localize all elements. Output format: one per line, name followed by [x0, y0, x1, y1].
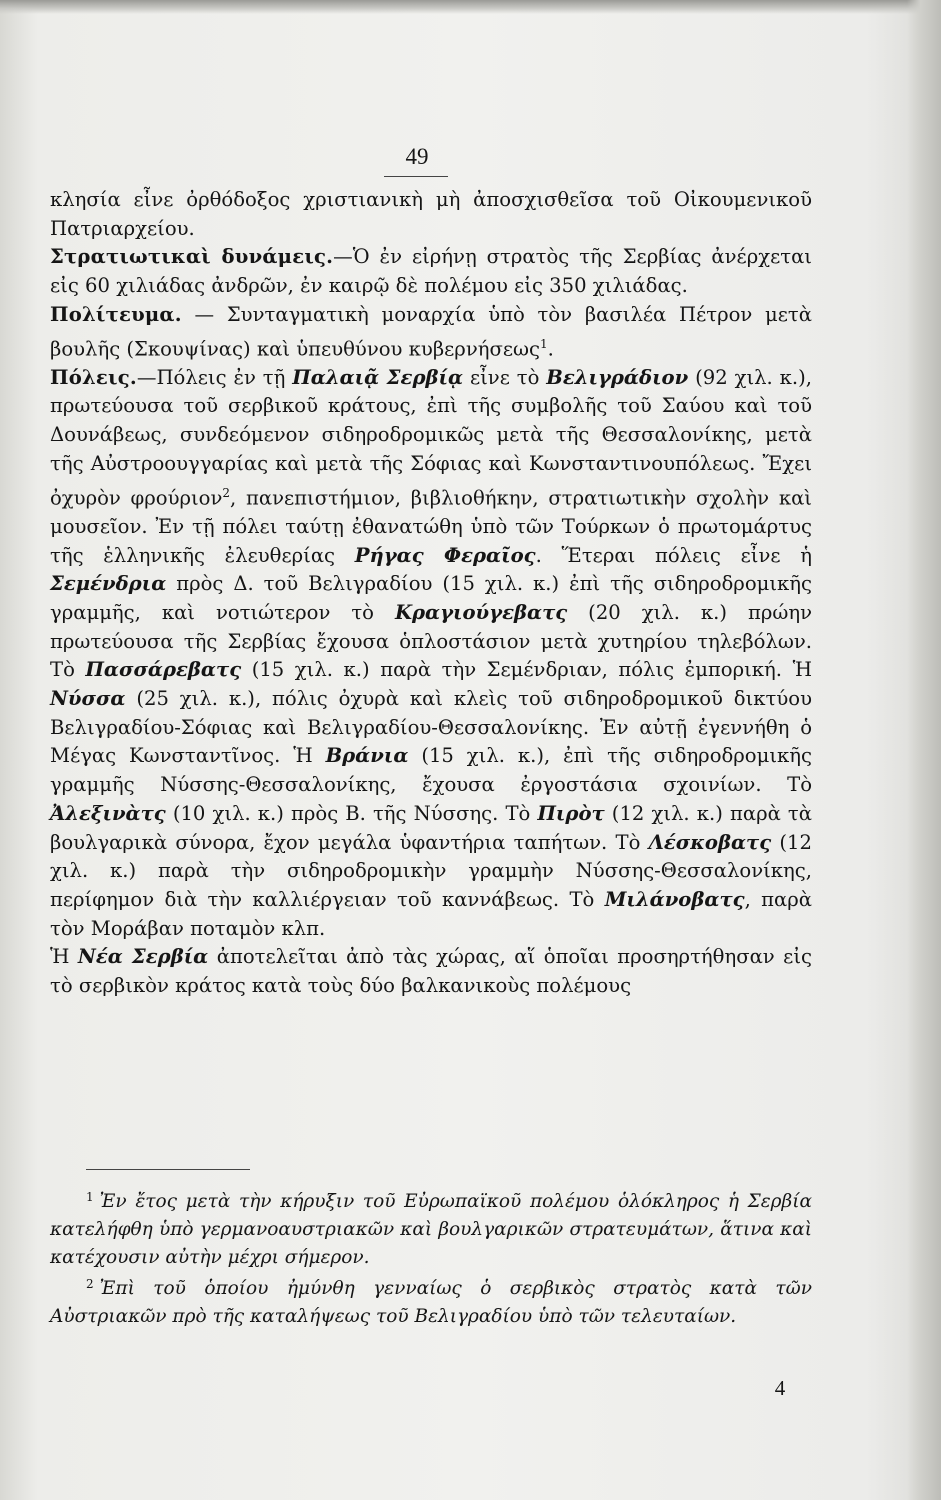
footnote — [50, 1184, 812, 1271]
signature-mark: 4 — [774, 1376, 786, 1400]
footnote — [50, 1271, 812, 1331]
text-run: ἀποτελεῖται ἀπὸ τὰς χώρας, αἵ ὁποῖαι προσηρτήθησαν εἰς τὸ σερβικὸν κράτος κατὰ τοὺς δύο βαλκανικοὺς πολέμους — [50, 945, 812, 998]
text-run: κλησία εἶνε ὀρθόδοξος χριστιανικὴ μὴ ἀποσχισθεῖσα τοῦ Οἰκουμενικοῦ Πατριαρχείου. — [50, 188, 812, 240]
paragraph — [50, 943, 812, 1000]
footnote-text: Ἐν ἔτος μετὰ τὴν κήρυξιν τοῦ Εὐρωπαϊκοῦ πολέμου ὁλόκληρος ἡ Σερβία κατελήφθη ὑπὸ γερμανοαυστριακῶν καὶ βουλγαρικῶν στρατευμάτων, ἅτινα καὶ κατέχουσιν αὐτὴν μέχρι σήμερον. — [50, 1191, 812, 1268]
footnote-ref: 1 — [539, 336, 548, 351]
text-run: πρὸς Δ. τοῦ Βελιγραδίου (15 χιλ. κ.) ἐπὶ τῆς σιδηροδρομικῆς γραμμῆς, καὶ νοτιώτερον τὸ — [50, 572, 812, 624]
paragraph — [50, 186, 812, 243]
text-run: . — [547, 337, 554, 361]
place-name: Μιλάνοβατς — [604, 887, 745, 911]
paragraph — [50, 364, 812, 944]
text-run: εἶνε τὸ — [463, 365, 547, 389]
place-name: Ρήγας Φεραῖος — [354, 543, 536, 567]
place-name: Ἀλεξινὰτς — [50, 801, 166, 825]
text-run: . Ἕτεραι πόλεις εἶνε ἡ — [535, 543, 813, 567]
text-run: (15 χιλ. κ.), ἐπὶ τῆς σιδηροδρομικῆς γραμμῆς Νύσσης-Θεσσαλονίκης, ἔχουσα ἐργοστάσια σχοινίων. Τὸ — [50, 744, 812, 797]
place-name: Κραγιούγεβατς — [394, 600, 568, 624]
footnote-marker: 1 — [86, 1190, 94, 1204]
page-right-edge — [907, 0, 941, 1500]
footnotes — [50, 1184, 812, 1331]
text-run: (12 χιλ. κ.) παρὰ τὴν σιδηροδρομικὴν γραμμὴν Νύσσης-Θεσσαλονίκης, περίφημον διὰ τὴν καλλιέργειαν τοῦ καννάβεως. Τὸ — [50, 830, 812, 911]
section-heading: Πολίτευμα. — [50, 302, 182, 326]
footnote-marker: 2 — [86, 1277, 94, 1292]
page-number-rule — [384, 176, 448, 177]
footnote-rule — [86, 1169, 250, 1170]
section-heading: Στρατιωτικαὶ δυνάμεις. — [50, 245, 334, 269]
place-name: Βελιγράδιον — [546, 365, 689, 389]
text-run: (15 χιλ. κ.) παρὰ τὴν Σεμένδριαν, πόλις ἐμπορική. Ἡ — [241, 658, 813, 682]
place-name: Νύσσα — [50, 687, 126, 711]
page-number: 49 — [405, 144, 429, 169]
text-run: (25 χιλ. κ.), πόλις ὀχυρὰ καὶ κλεὶς τοῦ σιδηροδρομικοῦ δικτύου Βελιγραδίου-Σόφιας καὶ Βελιγραδίου-Θεσσαλονίκης. Ἐν αὐτῇ ἐγεννήθη ὁ Μέγας Κωνσταντῖνος. Ἡ — [50, 687, 812, 768]
page-top-edge — [0, 0, 941, 14]
text-run: , παρὰ τὸν Μοράβαν ποταμὸν κλπ. — [50, 887, 812, 940]
place-name: Πιρὸτ — [537, 801, 605, 825]
text-run: (20 χιλ. κ.) πρώην πρωτεύουσα τῆς Σερβίας ἔχουσα ὁπλοστάσιον μετὰ χυτηρίου τηλεβόλων. Τὸ — [50, 600, 812, 682]
paragraph — [50, 301, 812, 364]
place-name: Νέα Σερβία — [77, 945, 209, 969]
text-run: — Συνταγματικὴ μοναρχία ὑπὸ τὸν βασιλέα Πέτρον μετὰ βουλῆς (Σκουψίνας) καὶ ὑπευθύνου κυβερνήσεως — [50, 302, 812, 361]
footnote-text: Ἐπὶ τοῦ ὁποίου ἠμύνθη γενναίως ὁ σερβικὸς στρατὸς κατὰ τῶν Αὐστριακῶν πρὸ τῆς καταλήψεως τοῦ Βελιγραδίου ὑπὸ τῶν τελευταίων. — [50, 1278, 812, 1328]
text-run: (10 χιλ. κ.) πρὸς Β. τῆς Νύσσης. Τὸ — [165, 801, 538, 825]
text-run: (12 χιλ. κ.) παρὰ τὰ βουλγαρικὰ σύνορα, ἔχον μεγάλα ὑφαντήρια ταπήτων. Τὸ — [50, 801, 812, 854]
text-run: —Πόλεις ἐν τῇ — [136, 365, 293, 389]
place-name: Παλαιᾷ Σερβίᾳ — [292, 365, 464, 389]
text-run: , πανεπιστήμιον, βιβλιοθήκην, στρατιωτικὴν σχολὴν καὶ μουσεῖον. Ἐν τῇ πόλει ταύτῃ ἐθανατώθη ὑπὸ τῶν Τούρκων ὁ πρωτομάρτυς τῆς ἑλληνικῆς ἐλευθερίας — [50, 486, 812, 567]
text-run: (92 χιλ. κ.), πρωτεύουσα τοῦ σερβικοῦ κράτους, ἐπὶ τῆς συμβολῆς τοῦ Σαύου καὶ τοῦ Δουνάβεως, συνδεόμενον σιδηροδρομικῶς μετὰ τῆς Θεσσαλονίκης, μετὰ τῆς Αὐστροουγγαρίας καὶ μετὰ τῆς Σόφιας καὶ Κωνσταντινουπόλεως. Ἔχει ὀχυρὸν φρούριον — [50, 365, 813, 510]
place-name: Βράνια — [325, 744, 409, 768]
footnote-ref: 2 — [222, 485, 231, 500]
place-name: Πασσάρεβατς — [85, 658, 242, 682]
paragraph — [50, 243, 812, 300]
text-run: —Ὁ ἐν εἰρήνῃ στρατὸς τῆς Σερβίας ἀνέρχεται εἰς 60 χιλιάδας ἀνδρῶν, ἐν καιρῷ δὲ πολέμου εἰς 350 χιλιάδας. — [50, 245, 812, 298]
body-text — [50, 186, 812, 1001]
place-name: Σεμένδρια — [50, 572, 167, 596]
section-heading: Πόλεις. — [50, 365, 137, 389]
place-name: Λέσκοβατς — [648, 830, 772, 854]
text-run: Ἡ — [50, 945, 78, 969]
